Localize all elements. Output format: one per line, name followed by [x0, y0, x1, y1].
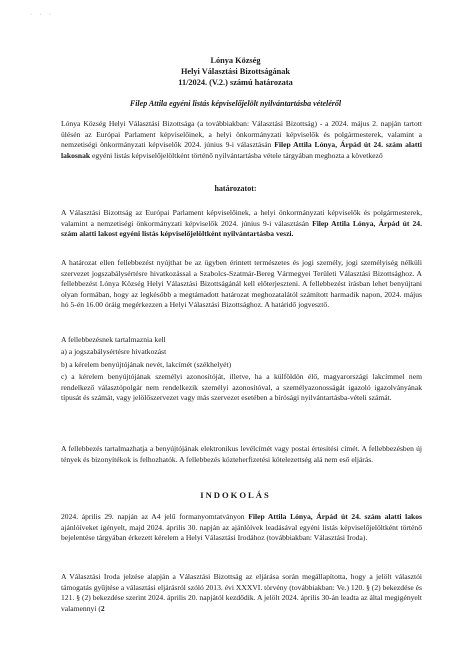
intro-text-b: egyéni listás képviselőjelöltként történő nyilvántartásba vétele tárgyában meghozta a következő: [90, 150, 383, 160]
decision-heading: határozatot:: [214, 184, 257, 193]
appeal-requirements-intro: A fellebbezésnek tartalmaznia kell: [61, 335, 166, 344]
intro-candidate-bold: Filep Attila Lónya, Árpád út 24. szám alatti lakosnak: [61, 140, 423, 160]
municipality-name: Lónya Község: [210, 56, 261, 65]
reasoning-text-a: 2024. április 29. napján az A4 jelű formanyomtatványon: [61, 512, 249, 521]
resolution-subject: Filep Attila egyéni listás képviselőjelölt nyilvántartásba vételéről: [129, 99, 342, 108]
intro-paragraph: [61, 119, 422, 161]
reasoning-2-text: A Választási Iroda jelzése alapján a Választási Bizottság az eljárása során megállapította, hogy a jelölt választói támogatás gyűjtése a választási eljárásról szóló 2013. évi XXXVI. törvény (továbbiakban: Ve.) 120. § (2) bekezdése és 121. § (2) bekezdése szerint 2024. április 20. napjától kezdődik. A jelölt 2024. április 30-án leadta az által megigényelt valamennyi (: [61, 572, 422, 613]
scan-marks: · · ·: [30, 12, 54, 18]
list-item: b) a kérelem benyújtójának nevét, lakcímét (székhelyét): [61, 359, 232, 369]
reasoning-heading: INDOKOLÁS: [200, 490, 271, 500]
decision-text: A Választási Bizottság az Európai Parlament képviselőinek, a helyi önkormányzati képviselők és polgármesterek, valamint a nemzetiségi önkormányzati képviselők 2024. június 9-i választásán: [61, 208, 422, 228]
reasoning-candidate-bold: Filep Attila Lónya, Árpád út 24. szám alatti lakos: [248, 512, 422, 521]
list-item: a) a jogszabálysértésre hivatkozást: [61, 347, 167, 356]
reasoning-2-bold: 2: [100, 603, 105, 613]
decision-bold-text: Filep Attila Lónya, Árpád út 24. szám alatti lakost egyéni listás képviselőjelöltként nyilvántartásba veszi.: [61, 218, 422, 239]
appeal-content-paragraph: A fellebbezés tartalmazhatja a benyújtójának elektronikus levélcímét vagy postai értesítési címét. A fellebbezésben új tények és bizonyítékok is felhozhatók. A fellebbezés közteherfizetési kötelezettség alá nem eső eljárás.: [61, 444, 422, 464]
appeal-paragraph: A határozat ellen fellebbezést nyújthat be az ügyben érintett természetes és jogi személy, jogi személyiség nélküli szervezet jogszabálysértésre hivatkozással a Szabolcs-Szatmár-Bereg Vármegyei Területi Választási Bizottsághoz. A fellebbezést Lónya Község Helyi Választási Bizottságánál kell előterjeszteni. A fellebbezést írásban lehet benyújtani olyan formában, hogy az legkésőbb a megtámadott határozat meghozatalától számított harmadik napon, 2024. május hó 5-én 16.00 óráig megérkezzen a Helyi Választási Bizottsághoz. A határidő jogvesztő.: [61, 258, 422, 310]
appeal-requirements-list: [61, 347, 422, 406]
decision-paragraph: [61, 208, 422, 240]
reasoning-text-b: ajánlóíveket igényelt, majd 2024. április 30. napján az ajánlóívek leadásával egyéni listás képviselőjelöltként történő bejelentése tárgyában érkezett kérelem a Helyi Választási Irodához (továbbiakban: Választási Iroda).: [61, 522, 422, 543]
reasoning-paragraph-1: [61, 512, 422, 544]
list-item: c) a kérelem benyújtójának személyi azonosítóját, illetve, ha a külföldön élő, magyarországi lakcímmel nem rendelkező választópolgár nem rendelkezik személyi azonosítóval, a személyazonosságát igazoló igazolványának típusát és számát, vagy jelölőszervezet vagy más szervezet esetében a bírósági nyilvántartásba-vételi számát.: [61, 372, 422, 403]
committee-name: Helyi Választási Bizottságának: [180, 67, 291, 76]
resolution-number: 11/2024. (V.2.) számú határozata: [178, 78, 293, 87]
intro-text-a: Lónya Község Helyi Választási Bizottsága (a továbbiakban: Választási Bizottság) - a 2024. május 2. napján tartott ülésén az Európai Parlament képviselőinek, a helyi önkormányzati képviselők és polgármesterek, valamint a nemzetiségi önkormányzati képviselők 2024. június 9-i választásán: [61, 119, 422, 150]
reasoning-paragraph-2: [61, 572, 422, 614]
